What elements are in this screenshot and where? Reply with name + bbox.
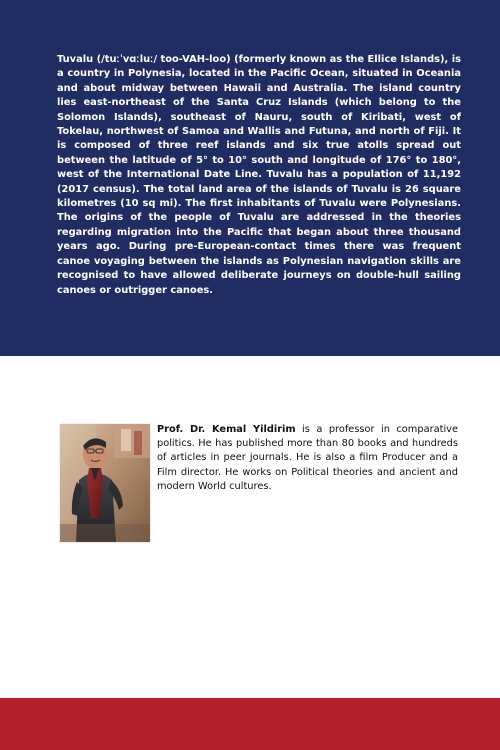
author-name: Prof. Dr. Kemal Yildirim: [157, 424, 296, 435]
author-bio-text: is a professor in comparative politics. He has published more than 80 books and hundreds of articles in peer journals. He is also a film Producer and a Film director. He works on Political theories and ancient and modern World cultures.: [157, 424, 458, 492]
back-cover-top-panel: [0, 0, 500, 356]
author-biography: [157, 423, 458, 494]
author-photo: [60, 424, 150, 542]
tuvalu-description: Tuvalu (/tuːˈvɑːluː/ too-VAH-loo) (formerly known as the Ellice Islands), is a country in Polynesia, located in the Pacific Ocean, situated in Oceania and about midway between Hawaii and Australia. The island country lies east-northeast of the Santa Cruz Islands (which belong to the Solomon Islands), southeast of Nauru, south of Kiribati, west of Tokelau, northwest of Samoa and Wallis and Futuna, and north of Fiji. It is composed of three reef islands and six true atolls spread out between the latitude of 5° to 10° south and longitude of 176° to 180°, west of the International Date Line. Tuvalu has a population of 11,192 (2017 census). The total land area of the islands of Tuvalu is 26 square kilometres (10 sq mi). The first inhabitants of Tuvalu were Polynesians. The origins of the people of Tuvalu are addressed in the theories regarding migration into the Pacific that began about three thousand years ago. During pre-European-contact times there was frequent canoe voyaging between the islands as Polynesian navigation skills are recognised to have allowed deliberate journeys on double-hull sailing canoes or outrigger canoes.: [57, 54, 461, 296]
back-cover-bottom-bar: [0, 698, 500, 750]
